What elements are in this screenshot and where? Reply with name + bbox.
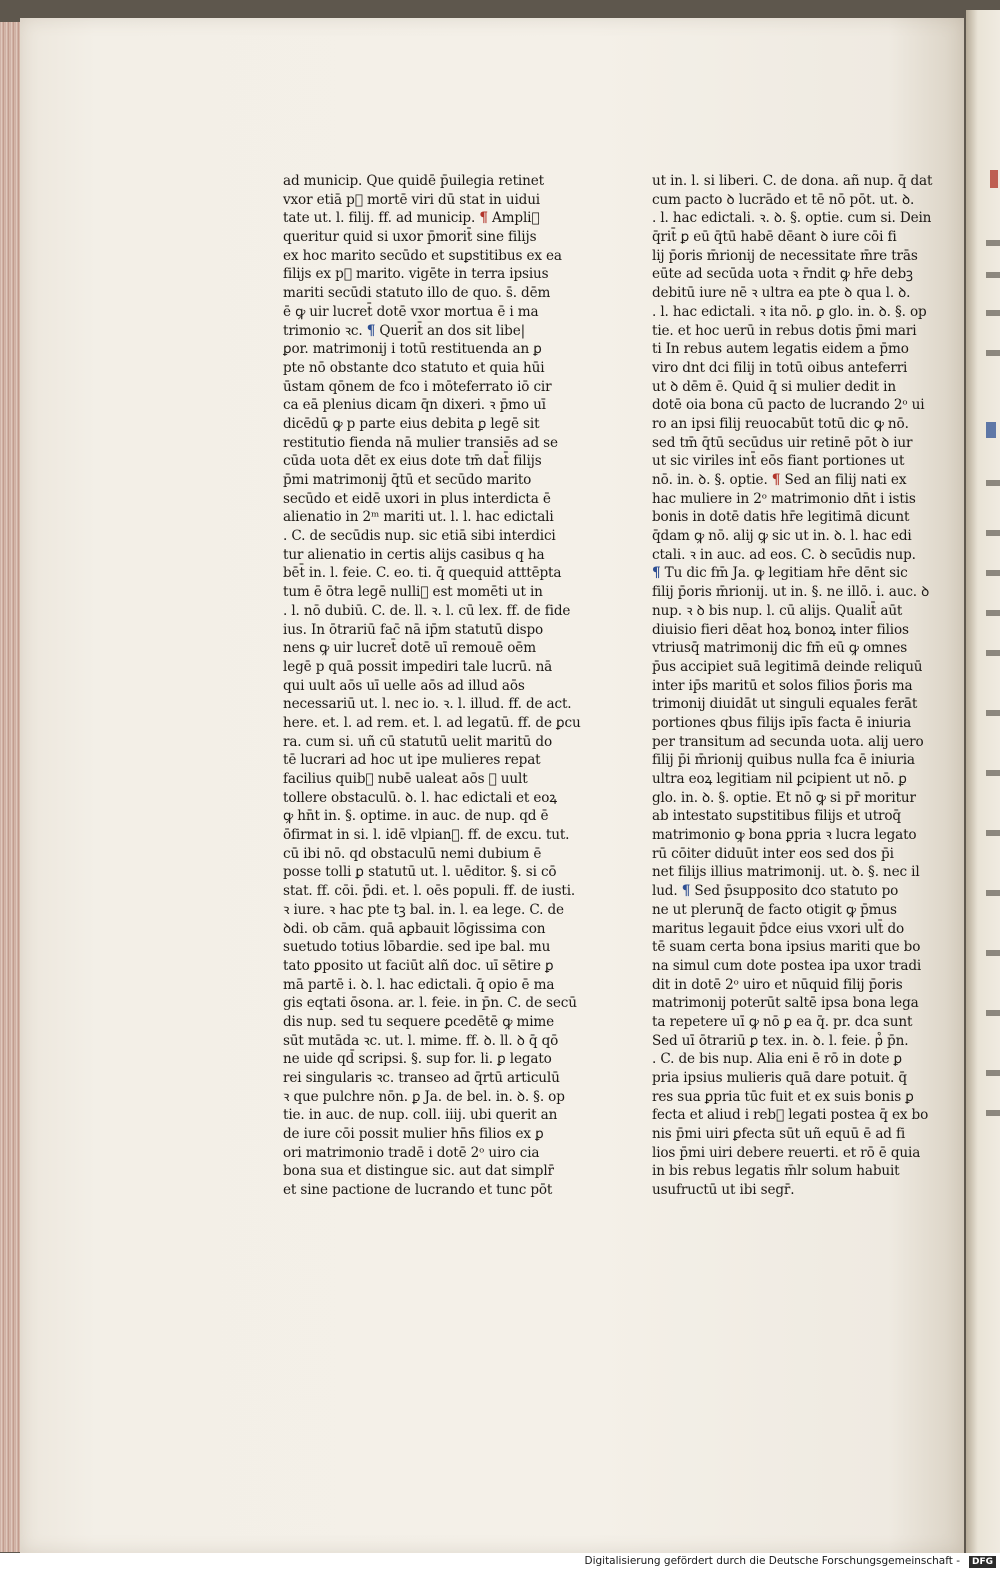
text-line: Sed uī ōtrariū ꝑ tex. in. ꝺ. l. feie. p᷒ p̄n. (652, 1032, 909, 1049)
text-line: bonis in dotē datis hr̄e legitimā dicunt (652, 509, 910, 526)
text-line: tollere obstaculū. ꝺ. l. hac edictali et eoꝝ (283, 789, 557, 806)
text-line: nō. in. ꝺ. §. optie. ¶ Sed an filij nati ex (652, 472, 907, 488)
text-line: vtriusq̄ matrimonij dic fm̄ eū ꝙ omnes (652, 640, 908, 657)
text-line: ius. In ōtrariū fac̄ nā ip̄m statutū dispo (283, 621, 544, 638)
text-line: fecta et aliud i reb᷒ legati postea q̄ ex bo (652, 1107, 929, 1124)
text-line: ex hoc marito secūdo et suꝑstitibus ex ea (283, 247, 562, 264)
text-line: ca eā plenius dicam q̄n dixeri. ꝛ p̄mo uī (283, 397, 546, 414)
text-line: ultra eoꝝ legitiam nil ꝑcipient ut nō. ꝑ (652, 771, 907, 787)
text-line: per transitum ad secunda uota. alij uero (652, 733, 924, 750)
text-line: restitutio fienda nā mulier transiēs ad se (283, 434, 558, 451)
text-column-right (652, 172, 933, 1200)
text-line: ab intestato suꝑstitibus filijs et utroq̄ (652, 808, 901, 825)
text-line: diuisio fieri dēat hoꝝ bonoꝝ inter filios (652, 621, 909, 638)
text-line: net filijs illius matrimonij. ut. ꝺ. §. nec il (652, 864, 920, 881)
text-line: sed tm̄ q̄tū secūdus uir retinē pōt ꝺ iur (652, 434, 913, 451)
text-line: posse tolli ꝑ statutū ut. l. uēditor. §. si cō (283, 864, 557, 881)
text-line: inter ip̄s maritū et solos filios p̄oris ma (652, 677, 913, 694)
text-line: tē lucrari ad hoc ut ipe mulieres repat (283, 752, 541, 769)
text-line: ori matrimonio tradē i dotē 2ᵒ uiro cia (283, 1144, 540, 1161)
facing-page-fragment (966, 10, 1000, 1555)
text-line: ꝛ que pulchre nōn. ꝑ Ja. de bel. in. ꝺ. §. op (283, 1088, 565, 1105)
text-line: ꝑor. matrimonij i totū restituenda an ꝑ (283, 341, 542, 358)
text-line: nis p̄mi uiri ꝑfecta sūt uñ equū ē ad fi (652, 1126, 906, 1143)
text-line: portiones qbus filijs ipīs facta ē iniuria (652, 714, 912, 731)
text-line: dicēdū ꝙ p parte eius debita ꝑ legē sit (283, 415, 540, 432)
text-line: qui uult aōs uī uelle aōs ad illud aōs (283, 677, 525, 694)
text-line: necessariū ut. l. nec io. ꝛ. l. illud. ff. de act. (283, 696, 572, 713)
rubric-paragraph-mark: ¶ (366, 322, 376, 339)
text-line: dit in dotē 2ᵒ uiro et nūquid filij p̄oris (652, 976, 903, 993)
text-line: here. et. l. ad rem. et. l. ad legatū. ff. de ꝑcu (283, 714, 581, 731)
text-line: bona sua et distingue sic. aut dat simplr̄ (283, 1163, 554, 1180)
text-line: cū ibi nō. qd obstaculū nemi dubium ē (283, 845, 542, 862)
dfg-logo: DFG (969, 1556, 996, 1568)
text-line: viro dnt dci filij in totū oibus anteferri (652, 359, 908, 376)
text-line: facilius quib᷒ nubē ualeat aōs ꝙ uult (283, 771, 528, 787)
text-line: p̄mi matrimonij q̄tū et secūdo marito (283, 472, 532, 488)
text-line: mā partē i. ꝺ. l. hac edictali. q̄ opio ē ma (283, 976, 555, 993)
rubric-paragraph-mark: ¶ (681, 883, 691, 900)
text-line: bēt̄ in. l. feie. C. eo. ti. q̄ quequid atttēpta (283, 565, 562, 582)
text-line: ra. cum si. uñ cū statutū uelit maritū do (283, 733, 553, 750)
text-line: filij p̄i m̄rionij quibus nulla fca ē iniuria (652, 752, 915, 769)
text-line: trimonio ꝛc. ¶ Querit̄ an dos sit libe| (283, 322, 526, 339)
text-line: tum ē ōtra legē nulli᷒ est momēti ut in (283, 584, 543, 601)
text-line: eūte ad secūda uota ꝛ r̄ndit ꝙ hr̄e debꝫ (652, 266, 913, 283)
text-line: ut ꝺ dēm ē. Quid q̄ si mulier dedit in (652, 378, 896, 395)
text-line: pte nō obstante dco statuto et quia hūi (283, 359, 545, 376)
text-line: suetudo totius lōbardie. sed ipe bal. mu (283, 939, 551, 956)
text-line: rei singularis ꝛc. transeo ad q̄rtū articulū (283, 1070, 560, 1086)
text-line: et sine pactione de lucrando et tunc pōt (283, 1182, 553, 1199)
text-line: ne uide qd̄ scripsi. §. sup for. li. ꝑ legato (283, 1051, 552, 1068)
text-line: matrimonij poterūt saltē ipsa bona lega (652, 995, 919, 1012)
text-line: cum pacto ꝺ lucrādo et tē nō pōt. ut. ꝺ. (652, 191, 915, 208)
text-line: cūda uota dēt ex eius dote tm̄ dat̄ filijs (283, 453, 542, 470)
text-line: lios p̄mi uiri debere reuerti. et rō ē quia (652, 1144, 921, 1161)
text-line: filij p̄oris m̄rionij. ut in. §. ne illō. i. auc. ꝺ (652, 584, 930, 601)
text-line: ¶ Tu dic fm̄ Ja. ꝙ legitiam hr̄e dēnt sic (652, 565, 908, 582)
rubric-paragraph-mark: ¶ (771, 472, 781, 488)
text-line: in bis rebus legatis m̄lr solum habuit (652, 1163, 900, 1180)
text-line: maritus legauit p̄dce eius vxori ult̄ do (652, 920, 905, 937)
text-line: ut in. l. si liberi. C. de dona. añ nup. q̄ dat (652, 173, 933, 189)
text-line: tate ut. l. filij. ff. ad municip. ¶ Ampli᷒ (283, 210, 540, 227)
text-line: q̄dam ꝙ nō. alij ꝙ sic ut in. ꝺ. l. hac edi (652, 528, 912, 545)
text-line: ut sic viriles int̄ eōs fiant portiones ut (652, 453, 905, 470)
text-line: ad municip. Que quidē p̄uilegia retinet (283, 173, 544, 189)
text-line: na simul cum dote postea ipa uxor tradi (652, 957, 922, 974)
text-line: res sua ꝑpria tūc fuit et ex suis bonis ꝑ (652, 1088, 914, 1105)
text-line: rū cōiter diduūt inter eos sed dos p̄i (652, 845, 894, 862)
text-line: nup. ꝛ ꝺ bis nup. l. cū alijs. Qualit̄ aūt (652, 602, 903, 619)
text-line: ūstam qōnem de fco i mōteferrato iō cir (283, 378, 552, 395)
text-line: nens ꝙ uir lucret̄ dotē uī remouē oēm (283, 640, 536, 657)
text-line: pria ipsius mulieris quā dare potuit. q̄ (652, 1070, 907, 1086)
rubric-paragraph-mark: ¶ (652, 565, 661, 582)
text-line: stat. ff. cōi. p̄di. et. l. oēs populi. ff. de iusti. (283, 883, 576, 900)
text-column-left (283, 172, 581, 1200)
text-line: lij p̄oris m̄rionij de necessitate m̄re trās (652, 247, 918, 264)
text-line: usufructū ut ibi segr̄. (652, 1182, 795, 1199)
text-line: . l. hac edictali. ꝛ ita nō. ꝑ glo. in. ꝺ. §. op (652, 303, 927, 320)
text-line: filijs ex p᷒ marito. vigēte in terra ipsius (283, 266, 549, 283)
text-line: p̄us accipiet suā legitimā deinde reliquū (652, 658, 923, 675)
text-line: q̄rit̄ ꝑ eū q̄tū habē dēant ꝺ iure cōi fi (652, 229, 897, 246)
text-line: glo. in. ꝺ. §. optie. Et nō ꝙ si pr̄ moritur (652, 789, 916, 806)
text-line: ē ꝙ uir lucret̄ dotē vxor mortua ē i ma (283, 303, 539, 320)
footer-credit: Digitalisierung gefördert durch die Deutsche Forschungsgemeinschaft - (584, 1555, 960, 1567)
text-line: ne ut plerunq̄ de facto otigit ꝙ p̄mus (652, 901, 897, 918)
text-line: matrimonio ꝙ bona ꝑpria ꝛ lucra legato (652, 827, 917, 844)
text-line: ro an ipsi filij reuocabūt totū dic ꝙ nō. (652, 415, 909, 432)
text-line: ctali. ꝛ in auc. ad eos. C. ꝺ secūdis nup. (652, 546, 916, 563)
text-line: ꝛ iure. ꝛ hac pte tꝫ bal. in. l. ea lege. C. de (283, 901, 564, 918)
text-line: tē suam certa bona ipsius mariti que bo (652, 939, 921, 956)
text-line: lud. ¶ Sed p̄supposito dco statuto po (652, 883, 899, 900)
rubric-paragraph-mark: ¶ (479, 210, 488, 227)
text-line: hac muliere in 2ᵒ matrimonio dn̄t i istis (652, 490, 916, 507)
text-line: tato ꝑposito ut faciūt alñ doc. uī sētire ꝑ (283, 957, 554, 974)
text-line: alienatio in 2ᵐ mariti ut. l. l. hac edictali (283, 509, 554, 526)
text-line: tie. et hoc uerū in rebus dotis p̄mi mari (652, 322, 917, 339)
text-line: vxor etiā p᷒ mortē viri dū stat in uidui (283, 191, 540, 208)
text-line: . C. de bis nup. Alia eni ē rō in dote ꝑ (652, 1051, 903, 1068)
text-line: . l. hac edictali. ꝛ. ꝺ. §. optie. cum si. Dein (652, 210, 932, 227)
text-line: debitū iure nē ꝛ ultra ea pte ꝺ qua l. ꝺ. (652, 285, 911, 302)
text-line: secūdo et eidē uxori in plus interdicta ē (283, 490, 551, 507)
text-line: . l. nō dubiū. C. de. ll. ꝛ. l. cū lex. ff. de fide (283, 602, 571, 619)
text-line: sūt mutāda ꝛc. ut. l. mime. ff. ꝺ. ll. ꝺ q̄ qō (283, 1032, 559, 1049)
text-line: legē p quā possit impediri tale lucrū. nā (283, 658, 553, 675)
text-line: dis nup. sed tu sequere ꝑcedētē ꝙ mime (283, 1013, 555, 1030)
text-line: queritur quid si uxor p̄morit̄ sine filijs (283, 229, 537, 246)
text-line: gis eqtati ōsona. ar. l. feie. in p̄n. C. de secū (283, 995, 577, 1012)
text-line: trimonij diuidāt ut singuli equales ferāt (652, 696, 918, 713)
text-line: tie. in auc. de nup. coll. iiij. ubi querit an (283, 1107, 558, 1124)
text-line: ōfirmat in si. l. idē vlpian᷒. ff. de excu. tut. (283, 827, 570, 844)
text-line: . C. de secūdis nup. sic etiā sibi interdici (283, 528, 556, 545)
text-line: tur alienatio in certis alijs casibus q ha (283, 546, 545, 563)
text-line: de iure cōi possit mulier hn̄s filios ex ꝑ (283, 1126, 544, 1143)
text-line: mariti secūdi statuto illo de quo. s̄. dēm (283, 285, 551, 302)
text-line: ꝺdi. ob cām. quā aꝑbauit lōgissima con (283, 920, 546, 937)
text-line: ꝙ hn̄t in. §. optime. in auc. de nup. qd ē (283, 808, 549, 825)
text-line: ta repetere uī ꝙ nō ꝑ ea q̄. pr. dca sunt (652, 1013, 913, 1030)
text-line: dotē oia bona cū pacto de lucrando 2ᵒ ui (652, 397, 925, 414)
text-line: ti In rebus autem legatis eidem a p̄mo (652, 341, 909, 358)
